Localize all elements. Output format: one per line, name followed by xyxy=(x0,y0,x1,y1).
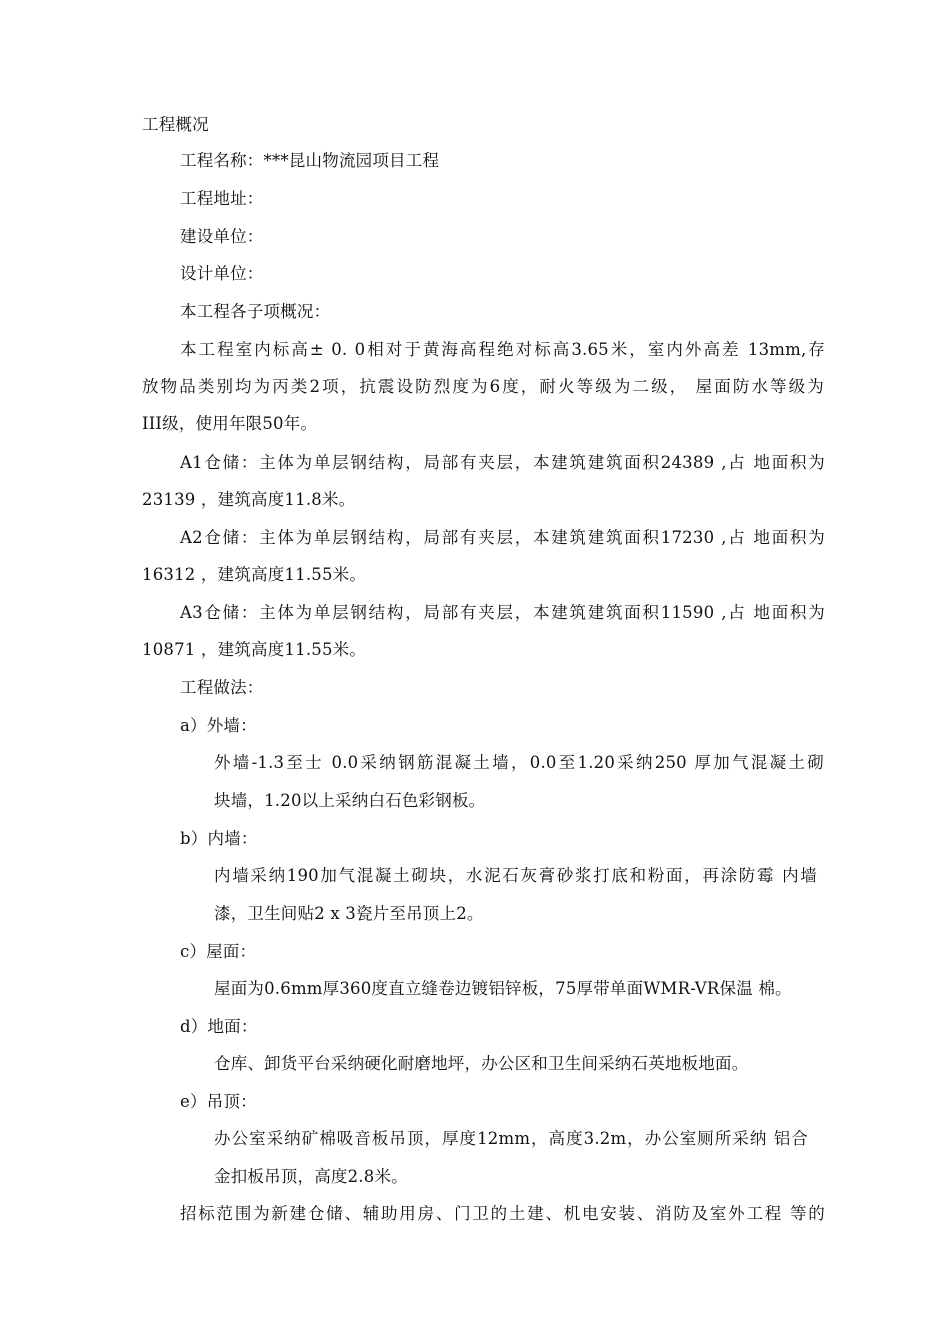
general-line-1: 本工程室内标高± 0. 0相对于黄海高程绝对标高3.65米，室内外高差 13mm,存 xyxy=(180,340,825,359)
interior-wall-label: b）内墙： xyxy=(180,829,258,848)
subitems-title: 本工程各子项概况： xyxy=(180,302,331,321)
a2-line-1: A2仓储：主体为单层钢结构，局部有夹层，本建筑建筑面积17230 ,占 地面积为 xyxy=(180,528,825,547)
floor-line-1: 仓库、卸货平台采纳硬化耐磨地坪，办公区和卫生间采纳石英地板地面。 xyxy=(214,1054,749,1073)
interior-wall-line-1: 内墙采纳190加气混凝土砌块，水泥石灰膏砂浆打底和粉面，再涂防霉 内墙 xyxy=(214,866,817,885)
a3-line-2: 10871 ，建筑高度11.55米。 xyxy=(142,640,367,659)
section-heading: 工程概况 xyxy=(142,115,209,134)
general-line-3: III级，使用年限50年。 xyxy=(142,414,318,433)
exterior-wall-line-2: 块墙，1.20以上采纳白石色彩钢板。 xyxy=(214,791,486,810)
interior-wall-line-2: 漆，卫生间贴2 x 3瓷片至吊顶上2。 xyxy=(214,904,484,923)
construction-unit: 建设单位： xyxy=(180,227,264,246)
general-line-2: 放物品类别均为丙类2项，抗震设防烈度为6度，耐火等级为二级， 屋面防水等级为 xyxy=(142,377,824,396)
a1-line-2: 23139 ，建筑高度11.8米。 xyxy=(142,490,356,509)
a1-line-1: A1仓储：主体为单层钢结构，局部有夹层，本建筑建筑面积24389 ,占 地面积为 xyxy=(180,453,825,472)
project-address: 工程地址： xyxy=(180,189,264,208)
roof-label: c）屋面： xyxy=(180,942,257,961)
tender-scope: 招标范围为新建仓储、辅助用房、门卫的土建、机电安装、消防及室外工程 等的 xyxy=(180,1204,825,1223)
ceiling-line-2: 金扣板吊顶，高度2.8米。 xyxy=(214,1167,408,1186)
ceiling-label: e）吊顶： xyxy=(180,1092,257,1111)
design-unit: 设计单位： xyxy=(180,264,264,283)
ceiling-line-1: 办公室采纳矿棉吸音板吊顶，厚度12mm，高度3.2m，办公室厕所采纳 铝合 xyxy=(214,1129,808,1148)
project-name: 工程名称：***昆山物流园项目工程 xyxy=(180,151,440,170)
exterior-wall-line-1: 外墙-1.3至士 0.0采纳钢筋混凝土墙，0.0至1.20采纳250 厚加气混凝土砌 xyxy=(214,753,824,772)
methods-title: 工程做法： xyxy=(180,678,264,697)
roof-line-1: 屋面为0.6mm厚360度直立缝卷边镀铝锌板，75厚带单面WMR-VR保温 棉。 xyxy=(214,979,792,998)
a2-line-2: 16312 ，建筑高度11.55米。 xyxy=(142,565,367,584)
exterior-wall-label: a）外墙： xyxy=(180,716,257,735)
a3-line-1: A3仓储：主体为单层钢结构，局部有夹层，本建筑建筑面积11590 ,占 地面积为 xyxy=(180,603,825,622)
floor-label: d）地面： xyxy=(180,1017,258,1036)
